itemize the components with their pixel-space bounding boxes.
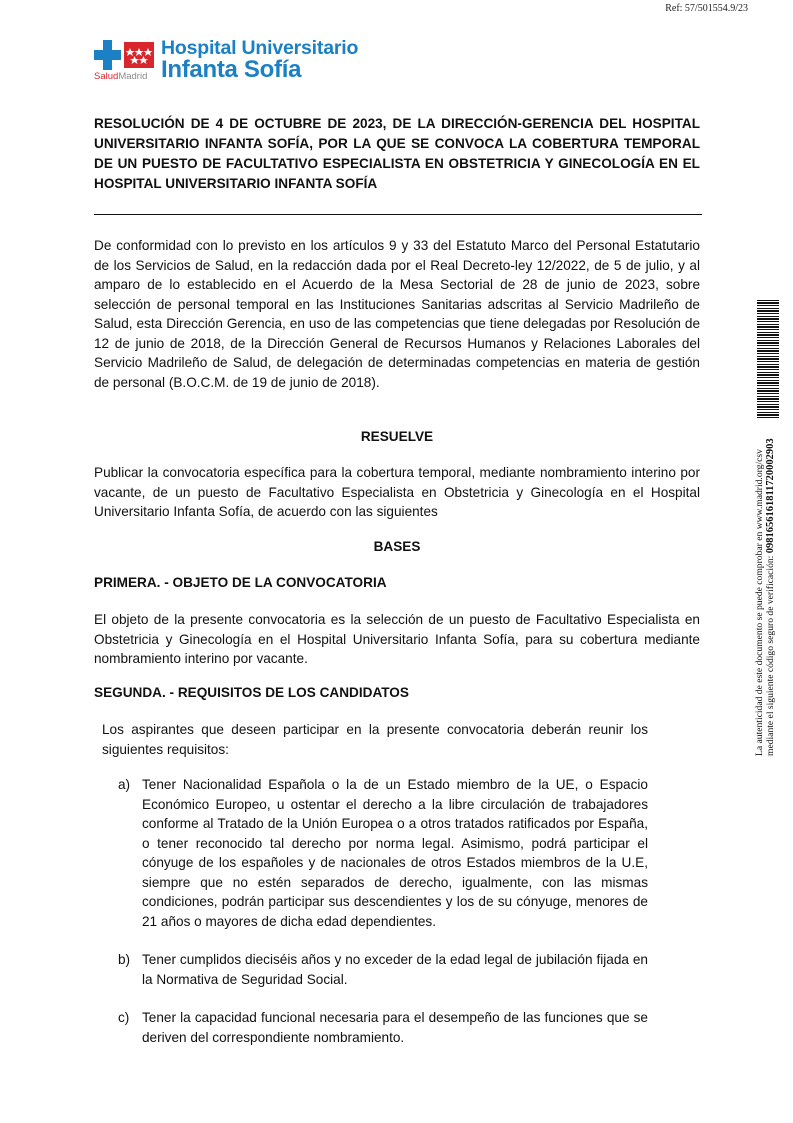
logo-line-2: Infanta Sofía <box>161 56 302 83</box>
resuelve-heading: RESUELVE <box>360 429 434 444</box>
list-item-text: Tener cumplidos dieciséis años y no exceder de la edad legal de jubilación fijada en la Normativa de Seguridad Social. <box>142 952 648 987</box>
verification-text <box>754 426 790 756</box>
list-item-label: b) <box>118 952 131 967</box>
verification-sidebar <box>752 300 792 760</box>
logo-line-1: Hospital Universitario <box>161 37 359 59</box>
list-item-label: c) <box>118 1010 130 1025</box>
verification-line-1: La autenticidad de este documento se puede comprobar en www.madrid.org/csv <box>754 449 765 756</box>
list-item <box>118 775 648 931</box>
segunda-intro: Los aspirantes que deseen participar en la presente convocatoria deberán reunir los siguientes requisitos: <box>102 722 648 757</box>
verification-code: 0981656161811720002903 <box>765 438 776 554</box>
intro-paragraph: De conformidad con lo previsto en los artículos 9 y 33 del Estatuto Marco del Personal Estatutario de los Servicios de Salud, en la redacción dada por el Real Decreto-ley 12/2022, de 5 de julio, y al amparo de lo establecido en el Acuerdo de la Mesa Sectorial de 28 de junio de 2023, sobre selección de personal temporal en las Instituciones Sanitarias adscritas al Servicio Madrileño de Salud, esta Dirección Gerencia, en uso de las competencias que tiene delegadas por Resolución de 12 de junio de 2018, de la Dirección General de Recursos Humanos y Relaciones Laborales del Servicio Madrileño de Salud, de delegación de determinadas competencias en materia de gestión de personal (B.O.C.M. de 19 de junio de 2018). <box>94 238 700 390</box>
segunda-heading: SEGUNDA. - REQUISITOS DE LOS CANDIDATOS <box>94 685 409 700</box>
list-item-label: a) <box>118 777 131 792</box>
bases-heading: BASES <box>373 539 421 554</box>
requisitos-list <box>118 775 648 1047</box>
resuelve-paragraph: Publicar la convocatoria específica para la cobertura temporal, mediante nombramiento interino por vacante, de un puesto de Facultativo Especialista en Obstetricia y Ginecología en el Hospital Universitario Infanta Sofía, de acuerdo con las siguientes <box>94 465 700 519</box>
list-item-text: Tener la capacidad funcional necesaria para el desempeño de las funciones que se deriven del correspondiente nombramiento. <box>142 1010 648 1045</box>
title-divider <box>94 214 702 215</box>
salud-madrid-wordmark: SaludMadrid <box>94 71 148 82</box>
resolution-title: RESOLUCIÓN DE 4 DE OCTUBRE DE 2023, DE LA DIRECCIÓN-GERENCIA DEL HOSPITAL UNIVERSITARIO INFANTA SOFÍA, POR LA QUE SE CONVOCA LA COBERTURA TEMPORAL DE UN PUESTO DE FACULTATIVO ESPECIALISTA EN OBSTETRICIA Y GINECOLOGÍA EN EL HOSPITAL UNIVERSITARIO INFANTA SOFÍA <box>94 116 700 191</box>
barcode-icon <box>757 300 779 420</box>
salud-madrid-cross-icon <box>94 40 154 70</box>
hospital-logo <box>94 37 374 84</box>
verification-line-2: mediante el siguiente código seguro de verificación: <box>765 555 776 756</box>
document-reference: Ref: 57/501554.9/23 <box>665 3 748 14</box>
primera-paragraph: El objeto de la presente convocatoria es la selección de un puesto de Facultativo Especialista en Obstetricia y Ginecología en el Hospital Universitario Infanta Sofía, para su cobertura mediante nombramiento interino por vacante. <box>94 612 700 666</box>
list-item <box>118 1008 648 1047</box>
list-item <box>118 950 648 989</box>
list-item-text: Tener Nacionalidad Española o la de un Estado miembro de la UE, o Espacio Económico Europeo, u ostentar el derecho a la libre circulación de trabajadores conforme al Tratado de la Unión Europea o a otros tratados ratificados por España, o tener reconocido tal derecho por norma legal. Asimismo, podrá participar el cónyuge de los españoles y de nacionales de otros Estados miembros de la U.E, siempre que no estén separados de derecho, igualmente, con las mismas condiciones, podrán participar sus descendientes y los de su cónyuge, menores de 21 años o mayores de dicha edad dependientes. <box>142 777 648 929</box>
primera-heading: PRIMERA. - OBJETO DE LA CONVOCATORIA <box>94 575 387 590</box>
